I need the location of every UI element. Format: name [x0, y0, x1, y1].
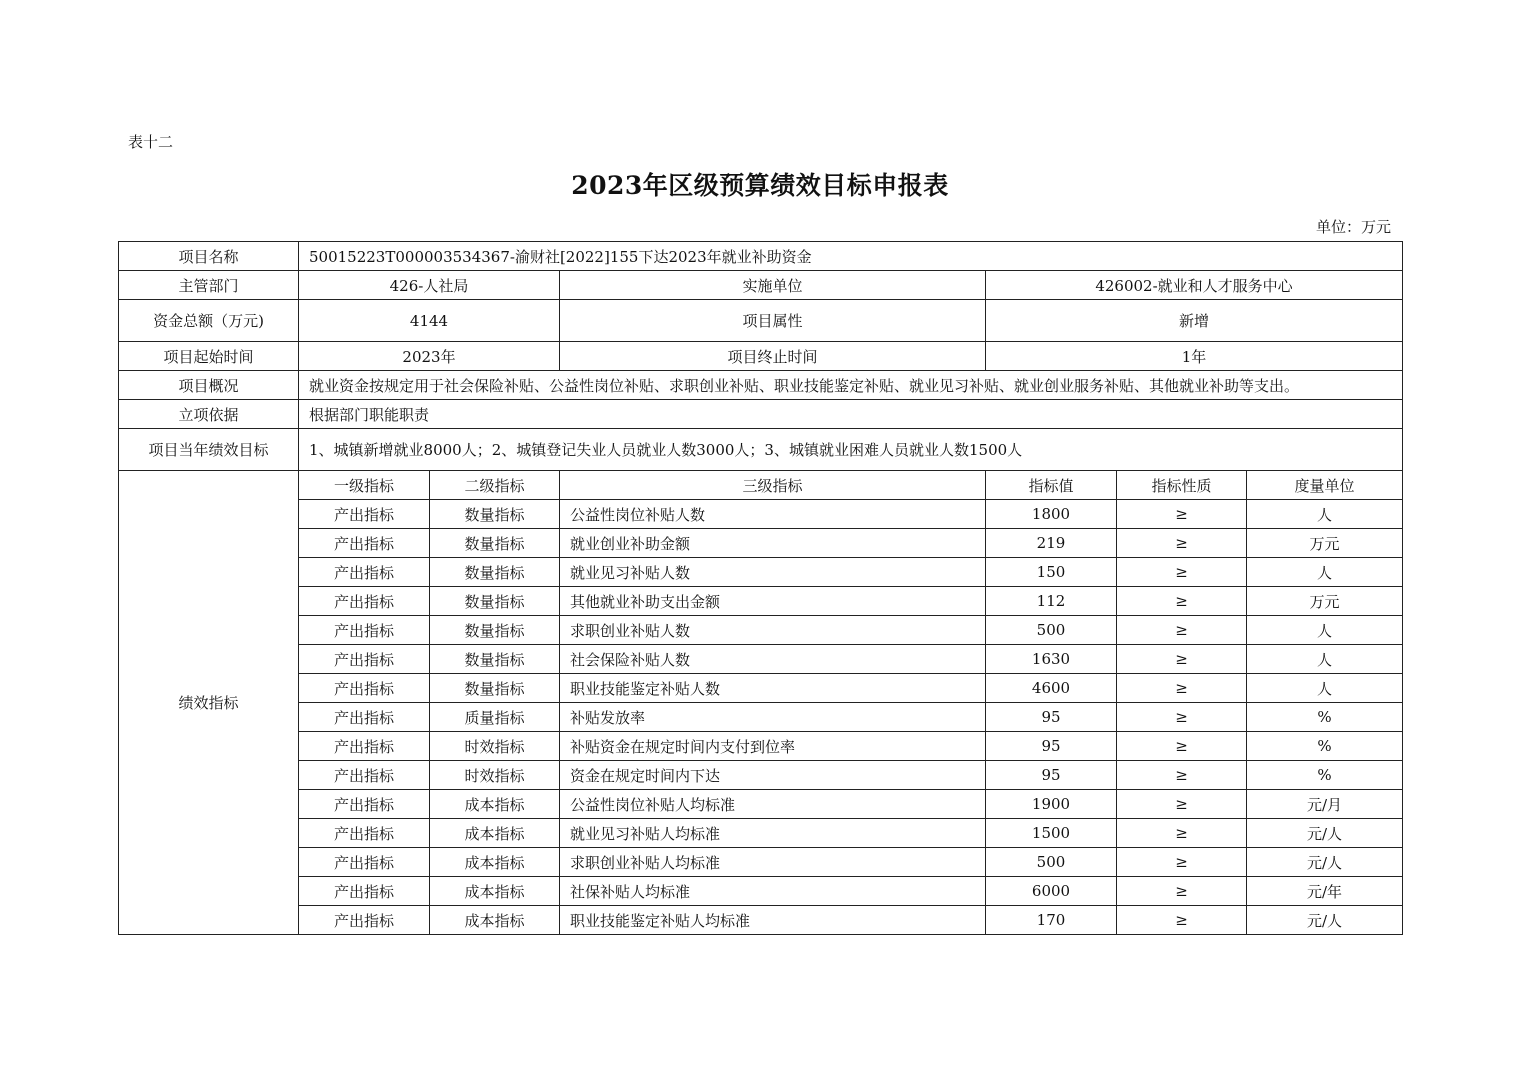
- budget-target-table: [118, 241, 1403, 935]
- indicator-cell: 4600: [986, 674, 1117, 703]
- overview-value: 就业资金按规定用于社会保险补贴、公益性岗位补贴、求职创业补贴、职业技能鉴定补贴、就业见习补贴、就业创业服务补贴、其他就业补助等支出。: [299, 371, 1403, 400]
- indicator-cell: ≥: [1117, 877, 1247, 906]
- indicator-cell: 职业技能鉴定补贴人均标准: [560, 906, 986, 935]
- indicator-cell: 职业技能鉴定补贴人数: [560, 674, 986, 703]
- indicator-row: [119, 558, 1403, 587]
- indicator-row: [119, 674, 1403, 703]
- indicator-row: [119, 529, 1403, 558]
- indicator-cell: 1630: [986, 645, 1117, 674]
- indicator-row: [119, 790, 1403, 819]
- indicator-cell: 产出指标: [299, 819, 430, 848]
- indicator-row: [119, 587, 1403, 616]
- indicator-cell: ≥: [1117, 848, 1247, 877]
- indicator-cell: 社保补贴人均标准: [560, 877, 986, 906]
- indicator-cell: 万元: [1247, 529, 1403, 558]
- indicator-cell: ≥: [1117, 616, 1247, 645]
- indicator-cell: 产出指标: [299, 558, 430, 587]
- indicator-cell: 质量指标: [430, 703, 560, 732]
- indicator-cell: 1500: [986, 819, 1117, 848]
- indicator-cell: 其他就业补助支出金额: [560, 587, 986, 616]
- indicator-cell: 公益性岗位补贴人数: [560, 500, 986, 529]
- indicator-cell: 数量指标: [430, 558, 560, 587]
- indicator-header-cell: 二级指标: [430, 471, 560, 500]
- indicator-cell: 1800: [986, 500, 1117, 529]
- dept-value: 426-人社局: [299, 271, 560, 300]
- indicator-row: [119, 703, 1403, 732]
- end-value: 1年: [986, 342, 1403, 371]
- project-name-value: 50015223T000003534367-渝财社[2022]155下达2023年就业补助资金: [299, 242, 1403, 271]
- indicator-row: [119, 645, 1403, 674]
- indicator-cell: 补贴发放率: [560, 703, 986, 732]
- indicator-header-cell: 指标性质: [1117, 471, 1247, 500]
- indicator-cell: 产出指标: [299, 500, 430, 529]
- indicator-cell: 人: [1247, 674, 1403, 703]
- indicator-header-cell: 度量单位: [1247, 471, 1403, 500]
- indicator-cell: 成本指标: [430, 790, 560, 819]
- indicator-cell: 170: [986, 906, 1117, 935]
- unit-note: 单位：万元: [1315, 218, 1391, 236]
- indicator-cell: 1900: [986, 790, 1117, 819]
- indicator-cell: 产出指标: [299, 761, 430, 790]
- indicator-cell: 求职创业补贴人均标准: [560, 848, 986, 877]
- impl-unit-value: 426002-就业和人才服务中心: [986, 271, 1403, 300]
- indicator-cell: %: [1247, 732, 1403, 761]
- indicator-cell: 就业见习补贴人均标准: [560, 819, 986, 848]
- indicator-row: [119, 877, 1403, 906]
- indicator-row: [119, 732, 1403, 761]
- indicator-cell: 500: [986, 616, 1117, 645]
- indicator-cell: 数量指标: [430, 645, 560, 674]
- impl-unit-label: 实施单位: [560, 271, 986, 300]
- indicator-cell: 公益性岗位补贴人均标准: [560, 790, 986, 819]
- total-funds-label: 资金总额（万元): [119, 300, 299, 342]
- indicator-cell: 产出指标: [299, 906, 430, 935]
- indicator-cell: ≥: [1117, 529, 1247, 558]
- goal-label: 项目当年绩效目标: [119, 429, 299, 471]
- project-name-label: 项目名称: [119, 242, 299, 271]
- indicator-row: [119, 761, 1403, 790]
- indicator-cell: 就业创业补助金额: [560, 529, 986, 558]
- indicator-cell: 95: [986, 761, 1117, 790]
- indicator-cell: ≥: [1117, 645, 1247, 674]
- indicator-cell: 万元: [1247, 587, 1403, 616]
- basis-row: [119, 400, 1403, 429]
- basis-label: 立项依据: [119, 400, 299, 429]
- indicator-cell: ≥: [1117, 500, 1247, 529]
- indicator-cell: 成本指标: [430, 906, 560, 935]
- start-value: 2023年: [299, 342, 560, 371]
- indicator-cell: 112: [986, 587, 1117, 616]
- indicator-cell: 人: [1247, 558, 1403, 587]
- indicator-cell: 95: [986, 732, 1117, 761]
- indicator-cell: 产出指标: [299, 703, 430, 732]
- indicator-cell: 150: [986, 558, 1117, 587]
- end-label: 项目终止时间: [560, 342, 986, 371]
- indicator-cell: 6000: [986, 877, 1117, 906]
- indicator-cell: ≥: [1117, 703, 1247, 732]
- goal-row: [119, 429, 1403, 471]
- indicator-cell: 成本指标: [430, 848, 560, 877]
- department-row: [119, 271, 1403, 300]
- indicator-row: [119, 848, 1403, 877]
- indicator-cell: 产出指标: [299, 848, 430, 877]
- project-name-row: [119, 242, 1403, 271]
- indicator-header-row: [119, 471, 1403, 500]
- indicator-cell: 产出指标: [299, 790, 430, 819]
- indicator-section-label: 绩效指标: [119, 471, 299, 935]
- overview-label: 项目概况: [119, 371, 299, 400]
- indicator-cell: 产出指标: [299, 732, 430, 761]
- indicator-cell: 元/年: [1247, 877, 1403, 906]
- start-label: 项目起始时间: [119, 342, 299, 371]
- indicator-cell: 社会保险补贴人数: [560, 645, 986, 674]
- indicator-cell: 就业见习补贴人数: [560, 558, 986, 587]
- indicator-cell: ≥: [1117, 587, 1247, 616]
- indicator-cell: 补贴资金在规定时间内支付到位率: [560, 732, 986, 761]
- indicator-cell: 数量指标: [430, 616, 560, 645]
- indicator-cell: ≥: [1117, 558, 1247, 587]
- indicator-cell: 求职创业补贴人数: [560, 616, 986, 645]
- page-title: 2023年区级预算绩效目标申报表: [571, 171, 949, 200]
- indicator-cell: 219: [986, 529, 1117, 558]
- indicator-cell: ≥: [1117, 674, 1247, 703]
- funds-row: [119, 300, 1403, 342]
- indicator-cell: ≥: [1117, 906, 1247, 935]
- indicator-cell: 产出指标: [299, 587, 430, 616]
- attribute-value: 新增: [986, 300, 1403, 342]
- indicator-row: [119, 616, 1403, 645]
- indicator-cell: 产出指标: [299, 645, 430, 674]
- indicator-cell: 产出指标: [299, 616, 430, 645]
- indicator-cell: 人: [1247, 616, 1403, 645]
- indicator-cell: 95: [986, 703, 1117, 732]
- dept-label: 主管部门: [119, 271, 299, 300]
- indicator-cell: %: [1247, 761, 1403, 790]
- indicator-cell: 元/人: [1247, 848, 1403, 877]
- indicator-row: [119, 906, 1403, 935]
- indicator-cell: 数量指标: [430, 587, 560, 616]
- indicator-header-cell: 三级指标: [560, 471, 986, 500]
- indicator-cell: ≥: [1117, 732, 1247, 761]
- goal-value: 1、城镇新增就业8000人；2、城镇登记失业人员就业人数3000人；3、城镇就业困难人员就业人数1500人: [299, 429, 1403, 471]
- indicator-header-cell: 一级指标: [299, 471, 430, 500]
- indicator-cell: 人: [1247, 500, 1403, 529]
- indicator-row: [119, 819, 1403, 848]
- indicator-cell: ≥: [1117, 790, 1247, 819]
- indicator-cell: 产出指标: [299, 529, 430, 558]
- indicator-cell: %: [1247, 703, 1403, 732]
- indicator-cell: 数量指标: [430, 529, 560, 558]
- indicator-cell: 500: [986, 848, 1117, 877]
- indicator-cell: ≥: [1117, 819, 1247, 848]
- indicator-header-cell: 指标值: [986, 471, 1117, 500]
- indicator-cell: 产出指标: [299, 877, 430, 906]
- indicator-cell: 元/月: [1247, 790, 1403, 819]
- total-funds-value: 4144: [299, 300, 560, 342]
- table-number: 表十二: [128, 133, 174, 151]
- basis-value: 根据部门职能职责: [299, 400, 1403, 429]
- indicator-cell: 时效指标: [430, 761, 560, 790]
- indicator-cell: 成本指标: [430, 877, 560, 906]
- indicator-row: [119, 500, 1403, 529]
- indicator-cell: 产出指标: [299, 674, 430, 703]
- indicator-cell: 数量指标: [430, 674, 560, 703]
- indicator-cell: 元/人: [1247, 819, 1403, 848]
- overview-row: [119, 371, 1403, 400]
- period-row: [119, 342, 1403, 371]
- indicator-cell: 元/人: [1247, 906, 1403, 935]
- indicator-cell: 资金在规定时间内下达: [560, 761, 986, 790]
- indicator-cell: 时效指标: [430, 732, 560, 761]
- indicator-cell: 数量指标: [430, 500, 560, 529]
- indicator-cell: ≥: [1117, 761, 1247, 790]
- indicator-cell: 人: [1247, 645, 1403, 674]
- indicator-cell: 成本指标: [430, 819, 560, 848]
- attribute-label: 项目属性: [560, 300, 986, 342]
